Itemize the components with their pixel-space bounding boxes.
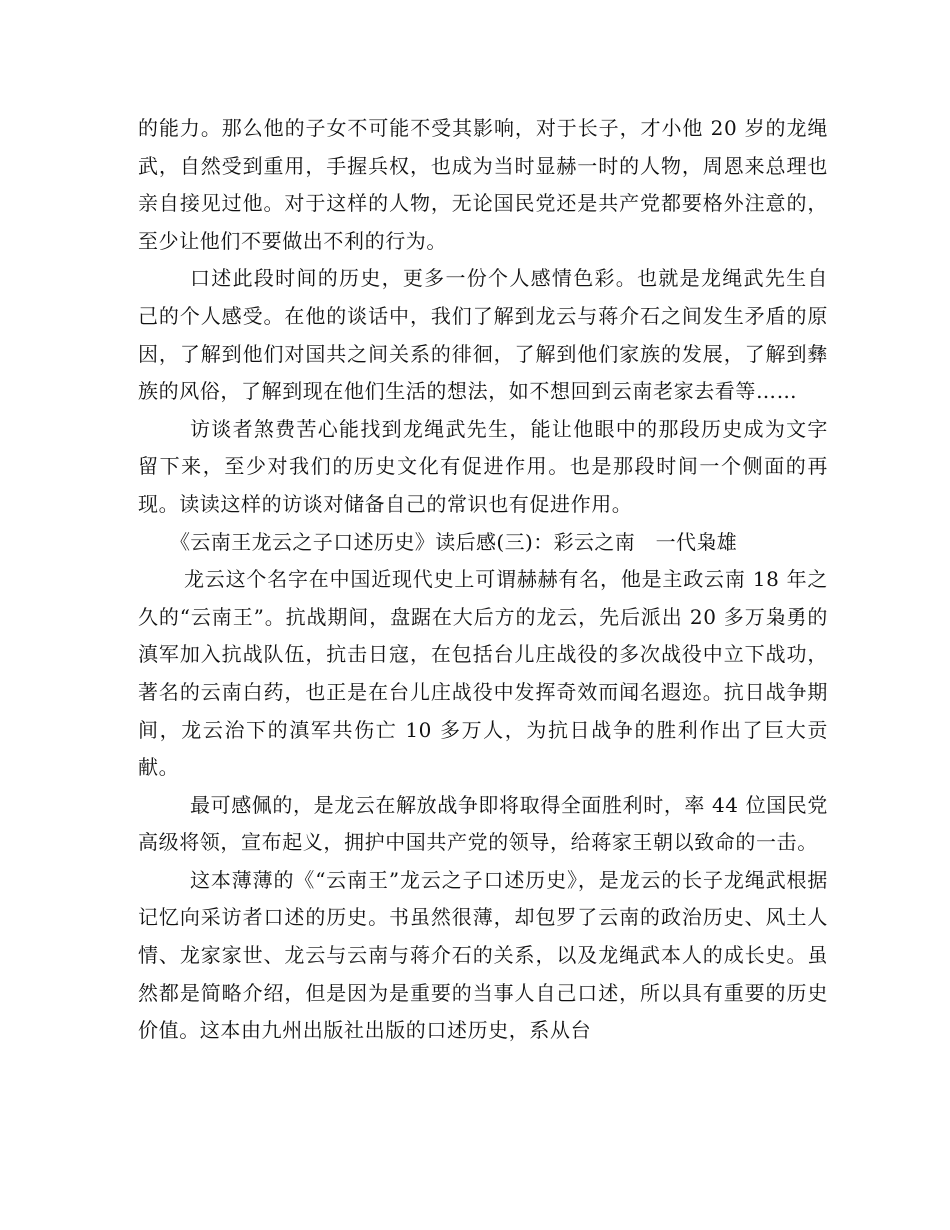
document-body xyxy=(138,110,828,1050)
paragraph-uprising: 最可感佩的，是龙云在解放战争即将取得全面胜利时，率 44 位国民党高级将领，宣布起义，拥护中国共产党的领导，给蒋家王朝以致命的一击。 xyxy=(138,792,828,855)
paragraph-interviewer: 访谈者煞费苦心能找到龙绳武先生，能让他眼中的那段历史成为文字留下来，至少对我们的历史文化有促进作用。也是那段时间一个侧面的再现。读读这样的访谈对储备自己的常识也有促进作用。 xyxy=(138,416,828,516)
section-heading: 《云南王龙云之子口述历史》读后感(三)：彩云之南 一代枭雄 xyxy=(170,529,738,554)
paragraph-oral-history-emotion: 口述此段时间的历史，更多一份个人感情色彩。也就是龙绳武先生自己的个人感受。在他的谈话中，我们了解到龙云与蒋介石之间发生矛盾的原因，了解到他们对国共之间关系的徘徊，了解到他们家族的发展，了解到彝族的风俗，了解到现在他们生活的想法，如不想回到云南老家去看等…… xyxy=(138,266,828,404)
paragraph-continuation: 的能力。那么他的子女不可能不受其影响，对于长子，才小他 20 岁的龙绳武，自然受到重用，手握兵权，也成为当时显赫一时的人物，周恩来总理也亲自接见过他。对于这样的人物，无论国民党还是共产党都要格外注意的，至少让他们不要做出不利的行为。 xyxy=(138,116,828,253)
paragraph-book-description: 这本薄薄的《“云南王”龙云之子口述历史》，是龙云的长子龙绳武根据记忆向采访者口述的历史。书虽然很薄，却包罗了云南的政治历史、风土人情、龙家家世、龙云与云南与蒋介石的关系，以及龙绳武本人的成长史。虽然都是简略介绍，但是因为是重要的当事人自己口述，所以具有重要的历史价值。这本由九州出版社出版的口述历史，系从台 xyxy=(138,867,828,1043)
paragraph-long-yun-intro: 龙云这个名字在中国近现代史上可谓赫赫有名，他是主政云南 18 年之久的“云南王”。抗战期间，盘踞在大后方的龙云，先后派出 20 多万枭勇的滇军加入抗战队伍，抗击日寇，在包括台儿庄战役的多次战役中立下战功，著名的云南白药，也正是在台儿庄战役中发挥奇效而闻名遐迩。抗日战争期间，龙云治下的滇军共伤亡 10 多万人，为抗日战争的胜利作出了巨大贡献。 xyxy=(138,567,828,780)
